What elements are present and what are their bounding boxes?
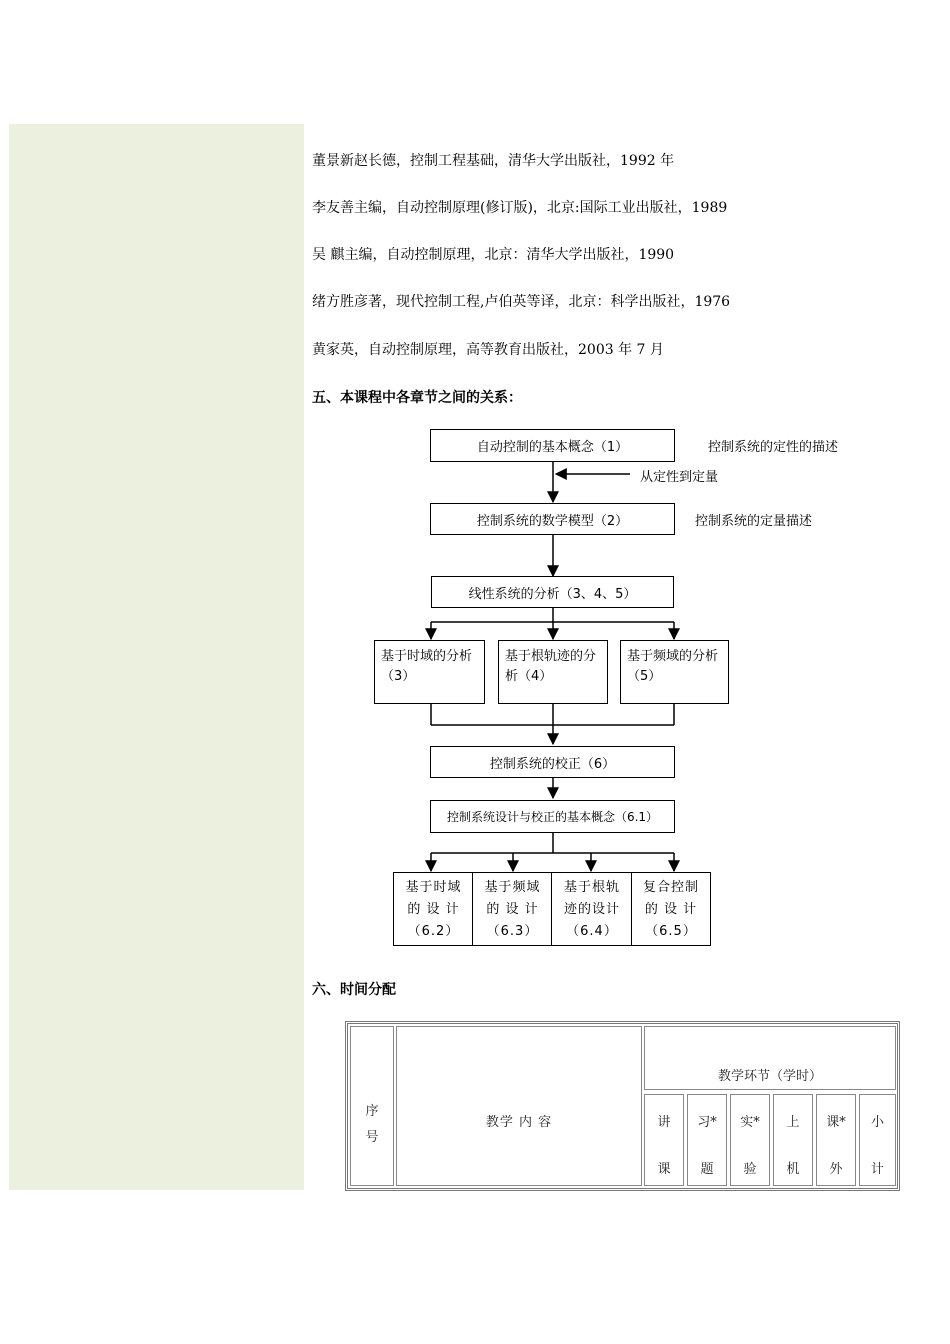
table-header-content xyxy=(396,1026,642,1186)
table-header-teaching-hours-label: 教学环节（学时） xyxy=(717,1069,822,1084)
table-subheader-exercise-line1: 习* xyxy=(697,1115,717,1130)
flow-box-design-concepts: 控制系统设计与校正的基本概念（6.1） xyxy=(430,800,675,833)
table-subheader-extracurricular-line1: 课* xyxy=(826,1115,846,1130)
table-header-index-line2: 号 xyxy=(365,1130,379,1145)
table-subheader-subtotal xyxy=(859,1094,896,1186)
flow-box-compound-design xyxy=(631,872,711,946)
flow-box-time-design-line3: （6.2） xyxy=(407,924,460,939)
reference-5: 黄家英，自动控制原理，高等教育出版社，2003 年 7 月 xyxy=(312,342,664,358)
flow-box-root-locus-analysis: 基于根轨迹的分析（4） xyxy=(498,640,608,704)
table-subheader-subtotal-line1: 小 xyxy=(870,1115,884,1130)
flow-box-compound-design-line1: 复合控制 xyxy=(642,880,699,895)
flow-box-time-design-line2: 的 设 计 xyxy=(407,902,460,917)
section-5-heading: 五、本课程中各章节之间的关系： xyxy=(312,390,522,406)
table-subheader-experiment-line1: 实* xyxy=(740,1115,760,1130)
flow-box-compensation: 控制系统的校正（6） xyxy=(430,746,675,778)
table-header-teaching-hours xyxy=(644,1026,896,1090)
table-subheader-exercise xyxy=(687,1094,727,1186)
table-subheader-computer-line1: 上 xyxy=(786,1115,800,1130)
table-header-index xyxy=(350,1026,394,1186)
table-subheader-lecture-line2: 课 xyxy=(657,1162,671,1177)
flow-box-frequency-design xyxy=(472,872,553,946)
flow-box-math-model: 控制系统的数学模型（2） xyxy=(430,503,675,535)
reference-4: 绪方胜彦著，现代控制工程,卢伯英等译，北京：科学出版社，1976 xyxy=(312,294,731,310)
table-header-index-line1: 序 xyxy=(365,1104,379,1119)
reference-1: 董景新赵长德，控制工程基础，清华大学出版社，1992 年 xyxy=(312,153,675,169)
flow-box-compound-design-line3: （6.5） xyxy=(645,924,697,939)
note-qualitative-description: 控制系统的定性的描述 xyxy=(708,440,839,455)
flow-box-basic-concepts: 自动控制的基本概念（1） xyxy=(430,429,675,462)
table-subheader-extracurricular xyxy=(816,1094,856,1186)
table-subheader-exercise-line2: 题 xyxy=(700,1162,714,1177)
flow-box-frequency-design-line2: 的 设 计 xyxy=(486,902,539,917)
flow-box-frequency-design-line1: 基于频域 xyxy=(484,880,541,895)
table-subheader-extracurricular-line2: 外 xyxy=(829,1162,843,1177)
flow-box-time-design-line1: 基于时域 xyxy=(405,880,462,895)
flow-box-root-locus-design-line3: （6.4） xyxy=(566,924,618,939)
table-subheader-subtotal-line2: 计 xyxy=(870,1162,884,1177)
flow-box-root-locus-design-line1: 基于根轨 xyxy=(563,880,620,895)
table-subheader-lecture xyxy=(644,1094,684,1186)
flow-box-frequency-design-line3: （6.3） xyxy=(486,924,539,939)
flow-box-root-locus-design-line2: 迹的设计 xyxy=(563,902,620,917)
table-subheader-experiment-line2: 验 xyxy=(743,1162,757,1177)
time-allocation-table xyxy=(345,1021,900,1191)
flow-box-compound-design-line2: 的 设 计 xyxy=(644,902,698,917)
flow-box-frequency-analysis: 基于频域的分析（5） xyxy=(620,640,729,704)
flow-box-root-locus-design xyxy=(551,872,633,946)
table-subheader-computer xyxy=(773,1094,813,1186)
reference-2: 李友善主编，自动控制原理(修订版)，北京:国际工业出版社，1989 xyxy=(312,200,728,216)
table-header-content-label: 教学 内 容 xyxy=(485,1115,553,1130)
table-subheader-experiment xyxy=(730,1094,770,1186)
flow-box-time-design xyxy=(393,872,474,946)
reference-3: 吴 麒主编，自动控制原理，北京：清华大学出版社，1990 xyxy=(312,247,675,263)
table-subheader-lecture-line1: 讲 xyxy=(657,1115,671,1130)
note-quantitative-description: 控制系统的定量描述 xyxy=(695,514,813,529)
section-6-heading: 六、时间分配 xyxy=(312,982,396,998)
flow-box-linear-analysis: 线性系统的分析（3、4、5） xyxy=(431,576,674,608)
flow-box-time-domain-analysis: 基于时域的分析（3） xyxy=(374,640,485,704)
note-qualitative-to-quantitative: 从定性到定量 xyxy=(640,470,719,485)
table-subheader-computer-line2: 机 xyxy=(786,1162,800,1177)
